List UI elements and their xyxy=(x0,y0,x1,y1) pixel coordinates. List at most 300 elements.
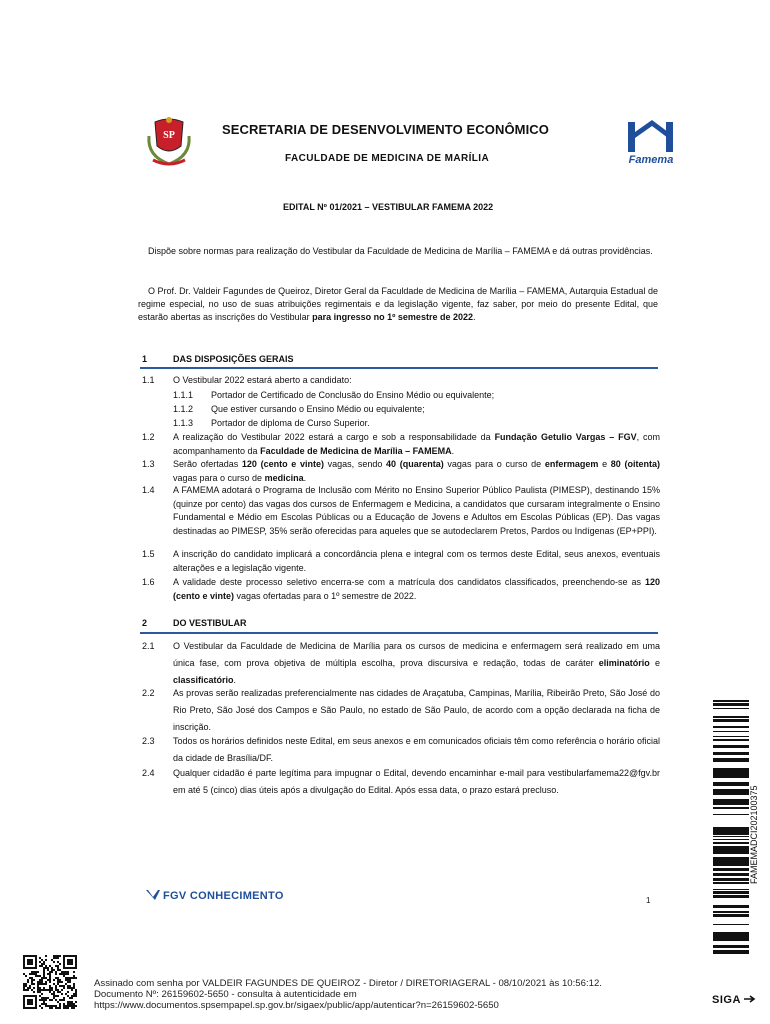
qr-module xyxy=(55,957,57,959)
qr-module xyxy=(63,997,65,999)
qr-module xyxy=(27,1007,29,1009)
subitem-text: Portador de diploma de Curso Superior. xyxy=(211,418,370,428)
verification-url[interactable]: https://www.documentos.spsempapel.sp.gov.br/sigaex/public/app/autenticar?n=26159602-5650 xyxy=(94,1000,499,1011)
subitem-text: Portador de Certificado de Conclusão do Ensino Médio ou equivalente; xyxy=(211,390,495,400)
qr-module xyxy=(31,981,33,983)
qr-module xyxy=(43,1003,45,1005)
qr-module xyxy=(55,955,57,957)
qr-module xyxy=(65,971,67,973)
qr-module xyxy=(45,989,47,991)
qr-module xyxy=(55,999,57,1001)
siga-arrow-icon xyxy=(744,995,756,1003)
barcode-bar xyxy=(713,700,749,702)
qr-module xyxy=(29,967,31,969)
qr-module xyxy=(27,981,29,983)
qr-module xyxy=(69,963,71,965)
qr-module xyxy=(31,963,33,965)
siga-logo xyxy=(712,994,756,1006)
barcode-bar xyxy=(713,895,749,896)
qr-module xyxy=(63,1007,65,1009)
qr-module xyxy=(43,989,45,991)
qr-module xyxy=(23,1007,25,1009)
item-number: 1.4 xyxy=(142,485,155,495)
item-1-3-g: e xyxy=(602,459,608,469)
qr-module xyxy=(71,997,73,999)
barcode-bar xyxy=(713,862,749,864)
qr-module xyxy=(33,979,35,981)
qr-module xyxy=(63,971,65,973)
qr-module xyxy=(31,999,33,1001)
qr-module xyxy=(39,957,41,959)
qr-module xyxy=(35,961,37,963)
qr-module xyxy=(51,1005,53,1007)
qr-module xyxy=(61,993,63,995)
barcode-bar xyxy=(713,760,749,762)
section-1-heading xyxy=(142,354,294,364)
qr-module xyxy=(41,979,43,981)
barcode-bar xyxy=(713,836,749,837)
qr-module xyxy=(73,975,75,977)
qr-module xyxy=(45,959,47,961)
qr-module xyxy=(41,983,43,985)
qr-module xyxy=(49,973,51,975)
barcode-bar xyxy=(713,785,749,786)
qr-module xyxy=(29,1003,31,1005)
signature-line-1: Assinado com senha por VALDEIR FAGUNDES DE QUEIROZ - Diretor / DIRETORIAGERAL - 08/10/2021 às 10:56:12. xyxy=(94,978,602,989)
qr-module xyxy=(57,995,59,997)
qr-module xyxy=(53,979,55,981)
barcode-bar xyxy=(713,769,749,772)
barcode-bar xyxy=(713,827,749,828)
item-1-2 xyxy=(142,431,660,458)
intro-text-2-end: . xyxy=(472,312,476,322)
qr-module xyxy=(39,975,41,977)
item-1-2-a: A realização do Vestibular 2022 estará a cargo e sob a responsabilidade da xyxy=(173,432,491,442)
barcode-bar xyxy=(713,782,749,785)
qr-module xyxy=(43,963,45,965)
barcode-bar xyxy=(713,794,749,795)
qr-module xyxy=(67,977,69,979)
qr-module xyxy=(39,979,41,981)
qr-module xyxy=(23,1001,25,1003)
barcode-bar xyxy=(713,832,749,835)
qr-module xyxy=(69,1001,71,1003)
item-1-2-e: . xyxy=(451,445,455,456)
qr-module xyxy=(23,995,25,997)
qr-module xyxy=(71,959,73,961)
barcode-bar xyxy=(713,830,749,832)
barcode-bar xyxy=(713,896,749,897)
qr-module xyxy=(59,981,61,983)
qr-module xyxy=(57,977,59,979)
qr-module xyxy=(27,995,29,997)
qr-module xyxy=(43,977,45,979)
qr-module xyxy=(39,991,41,993)
qr-module xyxy=(75,961,77,963)
qr-module xyxy=(57,967,59,969)
qr-module xyxy=(49,1007,51,1009)
item-1-5 xyxy=(142,548,660,575)
qr-module xyxy=(29,987,31,989)
qr-module xyxy=(25,975,27,977)
qr-module xyxy=(39,995,41,997)
qr-module xyxy=(29,999,31,1001)
section-title: DO VESTIBULAR xyxy=(173,618,247,628)
qr-module xyxy=(31,973,33,975)
qr-module xyxy=(53,957,55,959)
qr-module xyxy=(59,1005,61,1007)
item-number: 2.4 xyxy=(142,768,155,778)
qr-module xyxy=(37,971,39,973)
famema-logo-text: Famema xyxy=(628,154,674,166)
qr-module xyxy=(57,1001,59,1003)
qr-module xyxy=(49,979,51,981)
section-number: 1 xyxy=(142,354,148,364)
edital-title: EDITAL Nº 01/2021 – VESTIBULAR FAMEMA 2022 xyxy=(283,202,494,212)
barcode-bar xyxy=(713,946,749,948)
qr-module xyxy=(67,985,69,987)
qr-module xyxy=(73,1007,75,1009)
qr-module xyxy=(59,985,61,987)
qr-module xyxy=(35,999,37,1001)
barcode-bar xyxy=(713,905,749,908)
qr-module xyxy=(75,957,77,959)
qr-module xyxy=(45,997,47,999)
qr-module xyxy=(67,1003,69,1005)
qr-module xyxy=(67,1005,69,1007)
qr-module xyxy=(49,965,51,967)
barcode-bar xyxy=(713,935,749,936)
qr-module xyxy=(69,981,71,983)
barcode-bar xyxy=(713,839,749,840)
barcode-bar xyxy=(713,924,749,925)
qr-module xyxy=(25,985,27,987)
item-1-3 xyxy=(142,458,660,485)
item-2-1 xyxy=(142,638,660,688)
barcode-bar xyxy=(713,953,749,954)
barcode-bar xyxy=(713,945,749,946)
qr-module xyxy=(43,1001,45,1003)
famema-logo xyxy=(622,118,680,168)
item-text xyxy=(173,576,660,603)
item-2-1-b: eliminatório xyxy=(598,658,650,668)
item-2-1-a: O Vestibular da Faculdade de Medicina de Marília para os cursos de medicina e enfermagem será realizado em uma única fase, com prova objetiva de múltipla escolha, prova discursiva e redação, todas de caráter xyxy=(173,641,660,668)
qr-module xyxy=(23,1003,25,1005)
qr-module xyxy=(51,999,53,1001)
qr-module xyxy=(51,987,53,989)
intro-paragraph-2 xyxy=(138,285,658,324)
qr-module xyxy=(57,983,59,985)
qr-module xyxy=(53,983,55,985)
barcode-bar xyxy=(713,758,749,760)
qr-module xyxy=(33,987,35,989)
page-subtitle: FACULDADE DE MEDICINA DE MARÍLIA xyxy=(285,153,490,164)
qr-module xyxy=(31,1007,33,1009)
siga-text: SIGA xyxy=(712,994,741,1006)
qr-module xyxy=(37,983,39,985)
qr-module xyxy=(51,969,53,971)
item-1-3-d: 40 (quarenta) xyxy=(386,459,444,469)
intro-paragraph-1 xyxy=(138,245,658,258)
qr-module xyxy=(51,993,53,995)
qr-module xyxy=(53,969,55,971)
qr-module xyxy=(75,955,77,957)
qr-module xyxy=(49,991,51,993)
qr-module xyxy=(41,1003,43,1005)
barcode-bar xyxy=(713,859,749,862)
qr-module xyxy=(67,995,69,997)
qr-module xyxy=(61,973,63,975)
qr-module xyxy=(23,965,25,967)
qr-module xyxy=(57,979,59,981)
qr-module xyxy=(75,1001,77,1003)
qr-module xyxy=(61,989,63,991)
barcode-bar xyxy=(713,807,749,809)
item-1-3-a: Serão ofertadas xyxy=(173,459,239,469)
qr-module xyxy=(49,985,51,987)
qr-module xyxy=(27,961,29,963)
qr-module xyxy=(39,983,41,985)
qr-module xyxy=(47,1005,49,1007)
qr-module xyxy=(67,987,69,989)
qr-module xyxy=(55,971,57,973)
barcode-bar xyxy=(713,914,749,915)
barcode-bar xyxy=(713,847,749,849)
qr-module xyxy=(73,955,75,957)
subitem-1-1-3 xyxy=(173,416,653,430)
item-text: A FAMEMA adotará o Programa de Inclusão com Mérito no Ensino Superior Público Paulista (PIMESP), destinando 15% (quinze por cento) das vagas dos cursos de Enfermagem e Medicina, a candidatos que cursaram integralmente o Ensino Fundamental e Médio em Escolas Públicas ou a Educação de Jovens e Adultos em Escolas Públicas (EP). Das vagas destinadas ao PIMESP, 35% serão oferecidas para aqueles que se autodeclarem Pretos, Pardos ou Indígenas (EP+PPI). xyxy=(173,485,660,536)
qr-module xyxy=(71,987,73,989)
qr-module xyxy=(37,991,39,993)
qr-module xyxy=(67,973,69,975)
subitem-text: Que estiver cursando o Ensino Médio ou equivalente; xyxy=(211,404,425,414)
qr-module xyxy=(75,967,77,969)
qr-module xyxy=(55,1005,57,1007)
qr-module xyxy=(29,973,31,975)
qr-module xyxy=(53,961,55,963)
qr-module xyxy=(31,977,33,979)
qr-module xyxy=(65,983,67,985)
barcode-bar xyxy=(713,915,749,917)
qr-module xyxy=(65,993,67,995)
qr-module xyxy=(61,985,63,987)
page-title: SECRETARIA DE DESENVOLVIMENTO ECONÔMICO xyxy=(222,122,550,137)
item-number: 2.3 xyxy=(142,736,155,746)
barcode-text: FAMEMADCI202100375 xyxy=(749,785,759,884)
famema-logo-icon xyxy=(622,118,680,156)
barcode-bar xyxy=(713,740,749,741)
qr-module xyxy=(29,1001,31,1003)
item-number: 1.5 xyxy=(142,549,155,559)
item-1-3-f: enfermagem xyxy=(544,459,599,469)
qr-module xyxy=(69,955,71,957)
qr-module xyxy=(71,955,73,957)
item-1-3-h: 80 (oitenta) xyxy=(610,459,660,469)
qr-module xyxy=(61,981,63,983)
qr-module xyxy=(41,989,43,991)
qr-module xyxy=(73,993,75,995)
qr-module xyxy=(37,987,39,989)
barcode-bar xyxy=(713,716,749,718)
item-1-2-d: Faculdade de Medicina de Marília – FAMEMA xyxy=(260,445,452,456)
qr-module xyxy=(71,1003,73,1005)
barcode-bar xyxy=(713,936,749,939)
qr-module xyxy=(71,967,73,969)
qr-module xyxy=(29,977,31,979)
qr-module xyxy=(51,959,53,961)
qr-module xyxy=(75,977,77,979)
qr-module xyxy=(73,967,75,969)
qr-module xyxy=(33,973,35,975)
qr-module xyxy=(67,981,69,983)
barcode-bar xyxy=(713,932,749,935)
barcode-bar xyxy=(713,731,749,732)
item-text: Todos os horários definidos neste Edital, em seus anexos e em comunicados oficiais têm como referência o horário oficial da cidade de Brasília/DF. xyxy=(173,736,660,763)
fgv-conhecimento-logo xyxy=(146,890,284,902)
qr-module xyxy=(69,997,71,999)
qr-module xyxy=(31,959,33,961)
item-1-3-j: medicina xyxy=(264,472,304,483)
qr-module xyxy=(69,1005,71,1007)
barcode xyxy=(713,700,749,954)
qr-module xyxy=(31,983,33,985)
qr-module xyxy=(59,955,61,957)
qr-module xyxy=(25,995,27,997)
qr-module xyxy=(43,987,45,989)
qr-module xyxy=(59,979,61,981)
qr-module xyxy=(23,957,25,959)
qr-module xyxy=(33,967,35,969)
item-1-3-k: . xyxy=(303,472,307,483)
qr-module xyxy=(71,961,73,963)
section-1-divider xyxy=(140,367,658,369)
item-1-3-c: vagas, sendo xyxy=(327,459,383,469)
subitem-1-1-1 xyxy=(173,388,653,402)
qr-module xyxy=(31,979,33,981)
qr-module xyxy=(51,971,53,973)
qr-module xyxy=(43,997,45,999)
item-2-1-d: classificatório xyxy=(173,675,234,685)
qr-module xyxy=(55,985,57,987)
qr-module xyxy=(47,979,49,981)
qr-module xyxy=(53,991,55,993)
qr-module xyxy=(47,973,49,975)
qr-module xyxy=(31,967,33,969)
item-1-6-b: 120 (cento e vinte) xyxy=(173,577,660,601)
qr-module xyxy=(65,977,67,979)
qr-module xyxy=(59,991,61,993)
qr-module xyxy=(23,999,25,1001)
section-2-heading xyxy=(142,618,247,628)
qr-module xyxy=(73,1005,75,1007)
qr-module xyxy=(23,961,25,963)
qr-module xyxy=(35,997,37,999)
qr-module xyxy=(39,981,41,983)
qr-module xyxy=(49,975,51,977)
intro-text-2: O Prof. Dr. Valdeir Fagundes de Queiroz, Diretor Geral da Faculdade de Medicina de Marília – FAMEMA, Autarquia Estadual de regime especial, no uso de suas atribuições regimentais e da legislação vigente, faz saber, por meio do presente Edital, que estarão abertas as inscrições do Vestibular xyxy=(138,286,658,322)
qr-module xyxy=(63,959,65,961)
qr-module xyxy=(59,1003,61,1005)
barcode-bar xyxy=(713,775,749,778)
qr-module xyxy=(23,997,25,999)
item-2-4 xyxy=(142,765,660,815)
item-text: As provas serão realizadas preferencialmente nas cidades de Araçatuba, Campinas, Marília, Ribeirão Preto, São José do Rio Preto, São José dos Campos e São Paulo, no estado de São Paulo, de acordo com a opção declarada na ficha de inscrição. xyxy=(173,688,660,732)
qr-module xyxy=(31,961,33,963)
barcode-bar xyxy=(713,868,749,871)
qr-module xyxy=(49,977,51,979)
qr-module xyxy=(65,979,67,981)
qr-module xyxy=(67,955,69,957)
qr-module xyxy=(63,987,65,989)
qr-module xyxy=(59,963,61,965)
item-number: 1.6 xyxy=(142,577,155,587)
qr-module xyxy=(55,987,57,989)
qr-module xyxy=(73,977,75,979)
qr-module xyxy=(27,955,29,957)
qr-module xyxy=(61,999,63,1001)
barcode-bar xyxy=(713,882,749,884)
qr-module xyxy=(63,1005,65,1007)
qr-module xyxy=(71,977,73,979)
qr-module xyxy=(53,993,55,995)
barcode-bar xyxy=(713,939,749,941)
qr-module xyxy=(67,971,69,973)
qr-module xyxy=(31,989,33,991)
qr-module xyxy=(69,1003,71,1005)
qr-module xyxy=(33,955,35,957)
qr-module xyxy=(65,1007,67,1009)
qr-module xyxy=(35,957,37,959)
barcode-icon xyxy=(713,700,749,954)
qr-module xyxy=(73,983,75,985)
item-number: 2.2 xyxy=(142,688,155,698)
barcode-bar xyxy=(713,814,749,815)
qr-module xyxy=(29,1007,31,1009)
qr-module xyxy=(41,963,43,965)
qr-module xyxy=(27,987,29,989)
qr-module xyxy=(31,995,33,997)
qr-module xyxy=(55,977,57,979)
qr-module xyxy=(69,967,71,969)
subitem-1-1-2 xyxy=(173,402,653,416)
item-2-1-c: e xyxy=(654,658,660,668)
qr-module xyxy=(55,989,57,991)
qr-module xyxy=(43,973,45,975)
qr-module xyxy=(35,959,37,961)
qr-module xyxy=(25,955,27,957)
qr-module xyxy=(51,989,53,991)
section-title: DAS DISPOSIÇÕES GERAIS xyxy=(173,354,294,364)
barcode-bar xyxy=(713,719,749,722)
qr-module xyxy=(27,989,29,991)
qr-module xyxy=(49,987,51,989)
item-number: 1.1 xyxy=(142,375,155,385)
qr-module xyxy=(59,969,61,971)
item-1-3-b: 120 (cento e vinte) xyxy=(241,459,324,469)
qr-module xyxy=(73,1003,75,1005)
qr-module xyxy=(39,999,41,1001)
barcode-bar xyxy=(713,846,749,847)
barcode-bar xyxy=(713,736,749,737)
qr-module xyxy=(53,997,55,999)
qr-module xyxy=(41,999,43,1001)
qr-module xyxy=(63,963,65,965)
qr-module xyxy=(41,965,43,967)
qr-module xyxy=(55,1007,57,1009)
qr-module xyxy=(35,1001,37,1003)
barcode-bar xyxy=(713,889,749,890)
barcode-bar xyxy=(713,891,749,894)
